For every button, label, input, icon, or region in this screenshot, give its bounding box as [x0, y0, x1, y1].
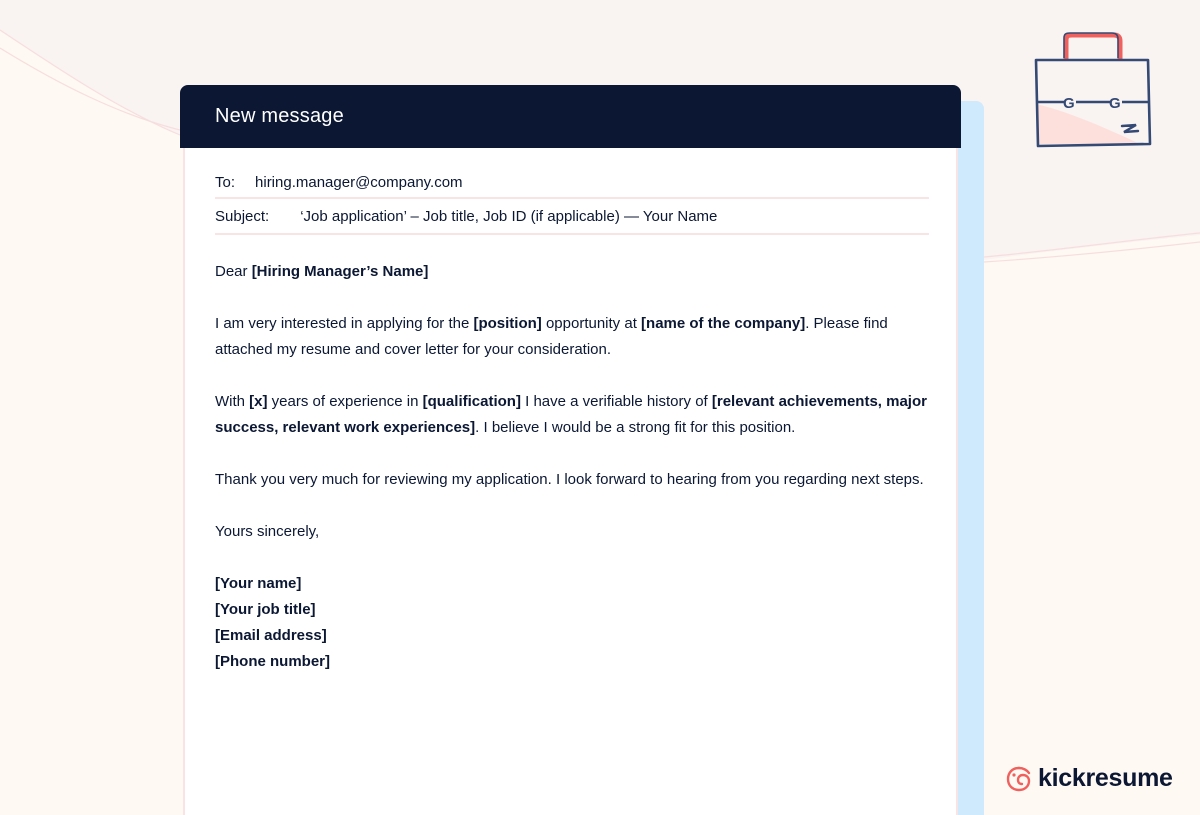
- placeholder-achievements: [relevant achievements, major success, relevant work experiences]: [215, 393, 927, 436]
- greeting: [215, 259, 929, 285]
- compose-body: [183, 148, 958, 815]
- text: I am very interested in applying for the: [215, 315, 474, 332]
- logo-wordmark: kickresume: [1038, 764, 1173, 792]
- greeting-prefix: Dear: [215, 263, 252, 280]
- subject-label: Subject:: [215, 207, 270, 225]
- paragraph-1: [215, 311, 929, 363]
- kickresume-logo[interactable]: [1006, 764, 1173, 793]
- compose-titlebar: [180, 85, 961, 148]
- placeholder-position: [position]: [473, 315, 542, 332]
- text: opportunity at: [541, 315, 642, 332]
- compose-window: [180, 85, 961, 815]
- briefcase-icon: [1030, 30, 1156, 150]
- to-input[interactable]: hiring.manager@company.com: [255, 173, 463, 191]
- window-title: New message: [215, 105, 344, 127]
- paragraph-2: [215, 389, 929, 441]
- svg-text:G: G: [1063, 95, 1075, 112]
- greeting-placeholder: [Hiring Manager’s Name]: [251, 263, 429, 280]
- chameleon-icon: [1006, 765, 1032, 793]
- to-label: To:: [215, 173, 236, 191]
- signature-block: [215, 571, 929, 675]
- subject-field[interactable]: [215, 199, 929, 235]
- signature-name: [Your name]: [215, 575, 302, 592]
- closing: Yours sincerely,: [215, 523, 320, 540]
- placeholder-company: [name of the company]: [641, 315, 806, 332]
- subject-input[interactable]: ‘Job application’ – Job title, Job ID (if applicable) — Your Name: [300, 207, 718, 225]
- text: With: [215, 393, 250, 410]
- signature-email: [Email address]: [215, 627, 327, 644]
- placeholder-years: [x]: [249, 393, 268, 410]
- paragraph-3: Thank you very much for reviewing my application. I look forward to hearing from you regarding next steps.: [215, 471, 924, 488]
- svg-text:G: G: [1109, 95, 1121, 112]
- signature-job-title: [Your job title]: [215, 601, 316, 618]
- placeholder-qualification: [qualification]: [422, 393, 521, 410]
- text: . I believe I would be a strong fit for this position.: [475, 419, 796, 436]
- to-field[interactable]: [215, 165, 929, 199]
- text: I have a verifiable history of: [520, 393, 712, 410]
- text: . Please find attached my resume and cover letter for your consideration.: [215, 315, 888, 358]
- message-body[interactable]: [215, 259, 929, 675]
- signature-phone: [Phone number]: [215, 653, 330, 670]
- text: years of experience in: [267, 393, 423, 410]
